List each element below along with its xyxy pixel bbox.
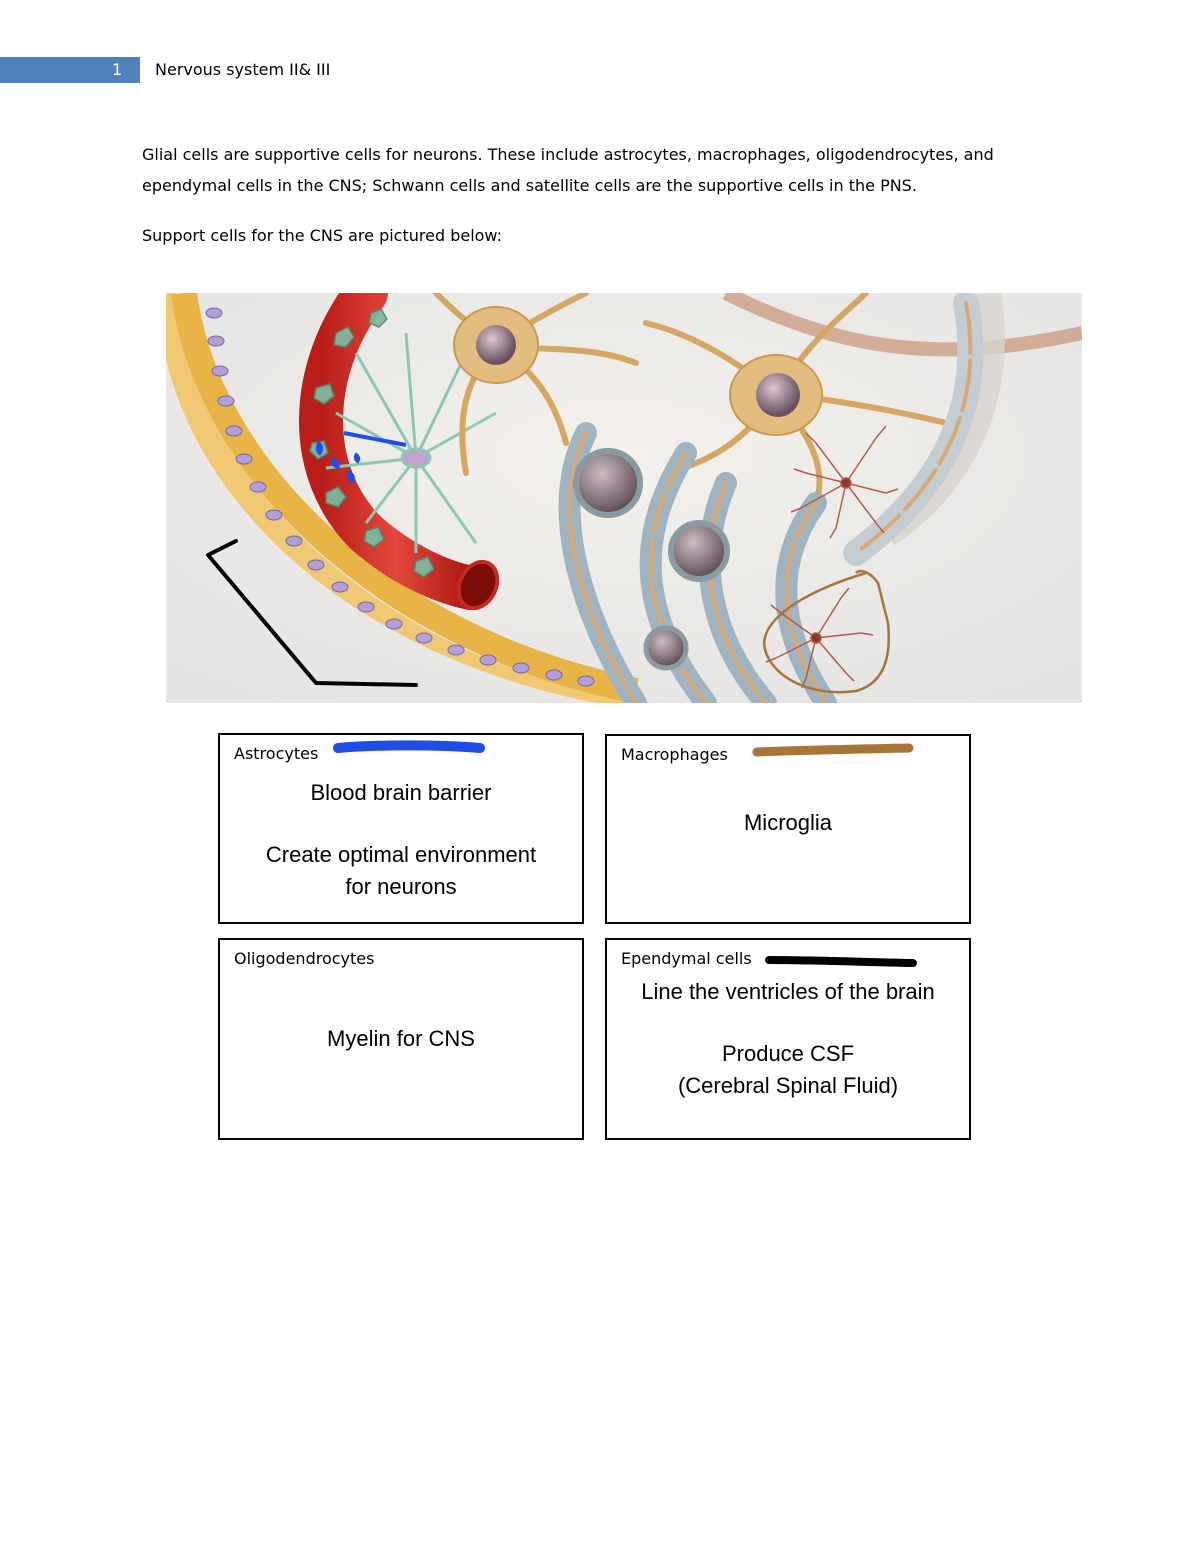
macrophages-label: Macrophages [621,745,728,764]
oligodendrocytes-box [218,938,584,1140]
intro-paragraph: Glial cells are supportive cells for neurons. These include astrocytes, macrophages, oligodendrocytes, and ependymal cells in the CNS; Schwann cells and satellite cells are the supportive cells in the PNS. [142,145,994,195]
page-number: 1 [112,60,123,79]
oligodendrocytes-function-1: Myelin for CNS [327,1026,475,1051]
cns-glial-cells-illustration [166,293,1082,703]
macrophage-highlight-markup [751,742,917,758]
astrocytes-function-1: Blood brain barrier [310,780,492,805]
running-head: Nervous system II& III [155,60,331,79]
ependymal-function-2: Produce CSF [721,1041,855,1066]
astrocyte-highlight-markup [332,740,488,756]
ependymal-highlight-markup [763,954,921,968]
ependymal-function-1: Line the ventricles of the brain [641,979,935,1004]
astrocytes-function-2: Create optimal environment [265,842,537,867]
macrophages-function-1: Microglia [743,810,833,835]
macrophages-box [605,734,971,924]
astrocytes-box [218,733,584,924]
ependymal-function-3: (Cerebral Spinal Fluid) [677,1073,899,1098]
oligodendrocytes-label: Oligodendrocytes [234,949,375,968]
ependymal-box [605,938,971,1140]
astrocytes-label: Astrocytes [234,744,319,763]
ependymal-label: Ependymal cells [621,949,752,968]
figure-caption: Support cells for the CNS are pictured below: [142,226,503,245]
astrocytes-function-3: for neurons [345,874,457,899]
